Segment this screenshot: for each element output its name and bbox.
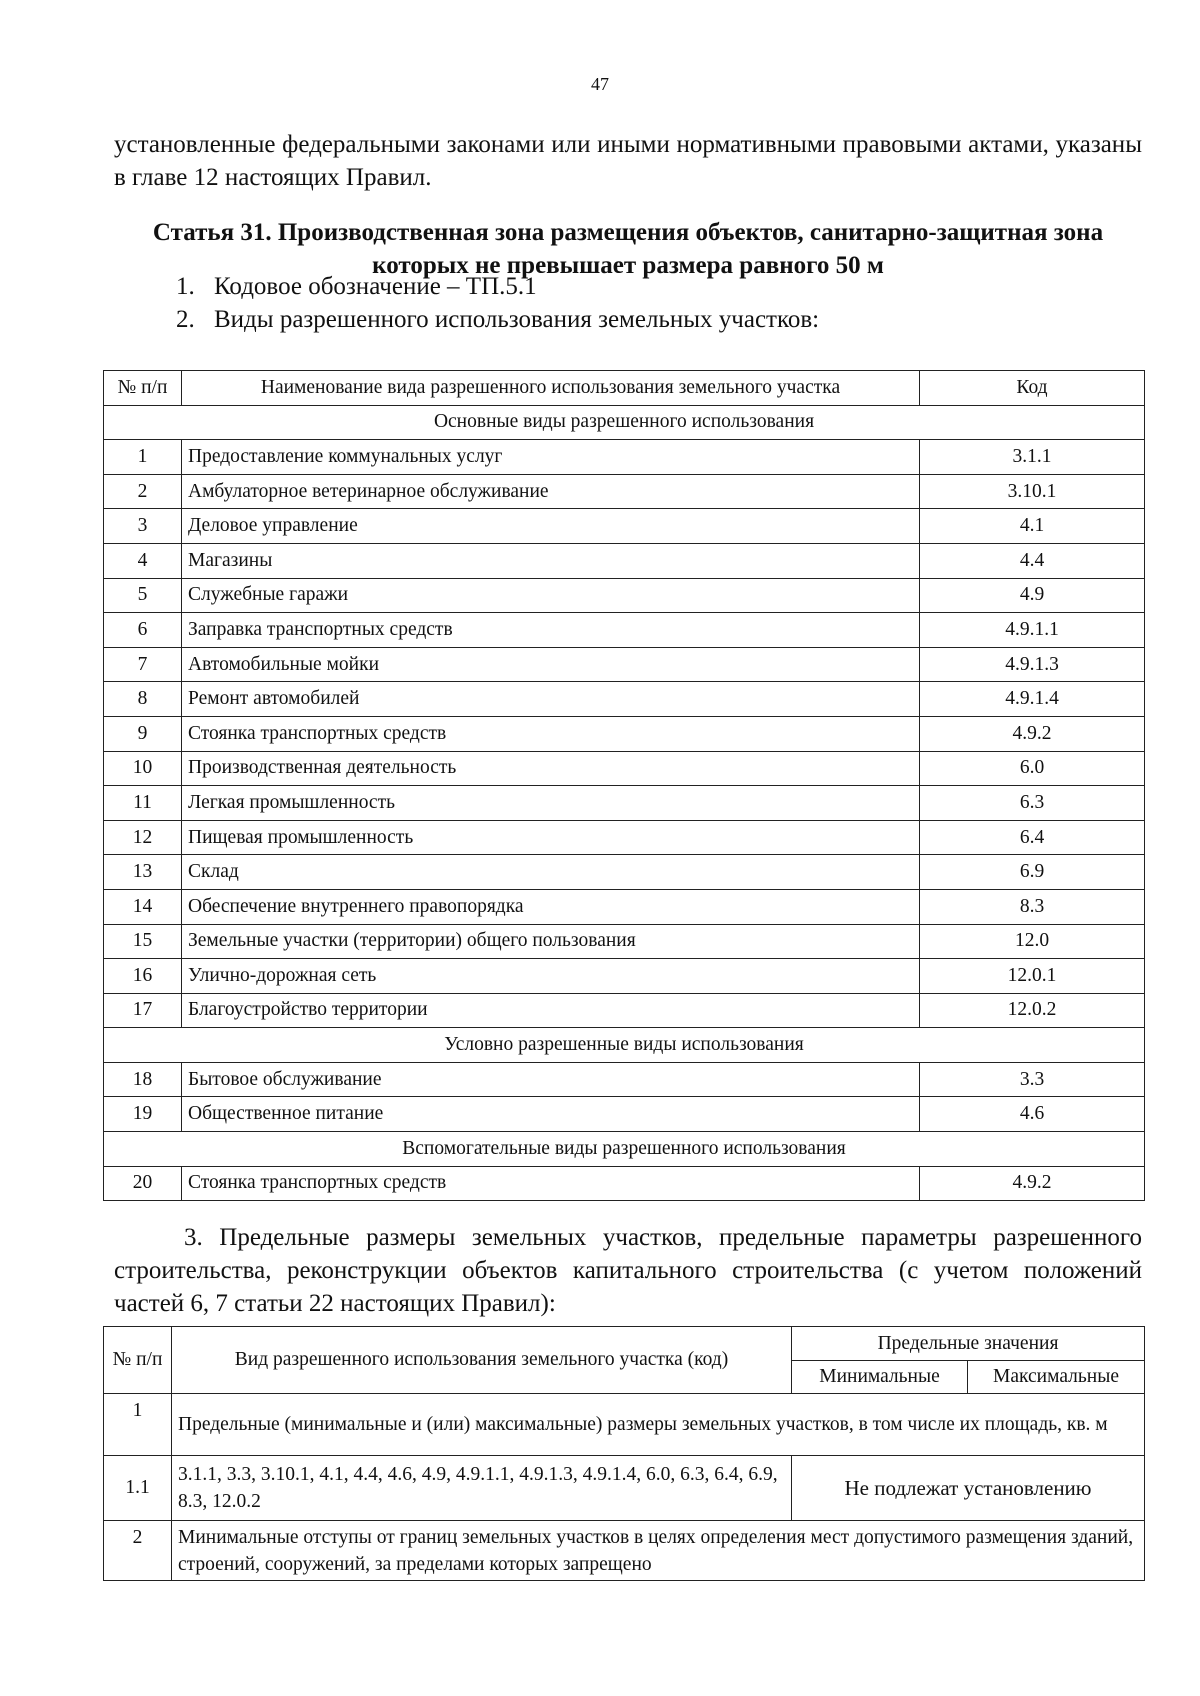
- row-name: Бытовое обслуживание: [182, 1062, 920, 1097]
- table-row: [104, 855, 1145, 890]
- section-title: Основные виды разрешенного использования: [104, 405, 1145, 440]
- row-code: 4.6: [920, 1097, 1145, 1132]
- row-name: Склад: [182, 855, 920, 890]
- row-code: 4.4: [920, 543, 1145, 578]
- header-min: Минимальные: [792, 1361, 968, 1394]
- row-num: 9: [104, 716, 182, 751]
- row-name: Стоянка транспортных средств: [182, 1166, 920, 1201]
- row-name: Благоустройство территории: [182, 993, 920, 1028]
- header-code: Код: [920, 371, 1145, 406]
- table-header-row: [104, 1327, 1145, 1361]
- row-num: 6: [104, 613, 182, 648]
- row-value: Не подлежат установлению: [792, 1456, 1145, 1521]
- table-row: [104, 647, 1145, 682]
- row-name: Земельные участки (территории) общего пользования: [182, 924, 920, 959]
- row-num: 4: [104, 543, 182, 578]
- section-row-main: [104, 405, 1145, 440]
- row-num: 13: [104, 855, 182, 890]
- row-code: 12.0: [920, 924, 1145, 959]
- section-row-conditional: [104, 1028, 1145, 1063]
- row-code: 4.9.2: [920, 1166, 1145, 1201]
- table-row: [104, 613, 1145, 648]
- header-num: № п/п: [104, 1327, 172, 1394]
- row-name: Производственная деятельность: [182, 751, 920, 786]
- table-row: [104, 786, 1145, 821]
- row-code: 4.9.1.4: [920, 682, 1145, 717]
- table-row: [104, 1394, 1145, 1456]
- table-row: [104, 924, 1145, 959]
- row-num: 10: [104, 751, 182, 786]
- list-item-uses: [176, 305, 819, 335]
- row-name: Пищевая промышленность: [182, 820, 920, 855]
- row-num: 1: [104, 1394, 172, 1456]
- section-title: Условно разрешенные виды использования: [104, 1028, 1145, 1063]
- table-row: [104, 1097, 1145, 1132]
- row-code: 4.9.2: [920, 716, 1145, 751]
- row-name: Ремонт автомобилей: [182, 682, 920, 717]
- list-item-code: [176, 272, 537, 302]
- table-row: [104, 682, 1145, 717]
- row-num: 1: [104, 440, 182, 475]
- row-num: 12: [104, 820, 182, 855]
- table-row: [104, 1456, 1145, 1521]
- row-code: 12.0.1: [920, 959, 1145, 994]
- header-type: Вид разрешенного использования земельного участка (код): [172, 1327, 792, 1394]
- row-name: Легкая промышленность: [182, 786, 920, 821]
- row-num: 2: [104, 474, 182, 509]
- section-title: Вспомогательные виды разрешенного использования: [104, 1132, 1145, 1167]
- row-num: 15: [104, 924, 182, 959]
- row-num: 18: [104, 1062, 182, 1097]
- row-num: 16: [104, 959, 182, 994]
- table-header-row: [104, 371, 1145, 406]
- table-row: [104, 959, 1145, 994]
- row-code: 6.3: [920, 786, 1145, 821]
- row-num: 7: [104, 647, 182, 682]
- row-name: Улично-дорожная сеть: [182, 959, 920, 994]
- table-row: [104, 1521, 1145, 1581]
- table-row: [104, 889, 1145, 924]
- row-name: Служебные гаражи: [182, 578, 920, 613]
- row-code: 4.9.1.1: [920, 613, 1145, 648]
- header-max: Максимальные: [968, 1361, 1145, 1394]
- row-code: 8.3: [920, 889, 1145, 924]
- row-num: 20: [104, 1166, 182, 1201]
- row-name: Обеспечение внутреннего правопорядка: [182, 889, 920, 924]
- row-name: Заправка транспортных средств: [182, 613, 920, 648]
- row-num: 1.1: [104, 1456, 172, 1521]
- row-name: Магазины: [182, 543, 920, 578]
- list-item-text: Виды разрешенного использования земельных участков:: [214, 306, 820, 333]
- row-num: 8: [104, 682, 182, 717]
- table-row: [104, 716, 1145, 751]
- row-num: 3: [104, 509, 182, 544]
- row-num: 17: [104, 993, 182, 1028]
- row-name: Предоставление коммунальных услуг: [182, 440, 920, 475]
- row-code: 6.4: [920, 820, 1145, 855]
- table-row: [104, 440, 1145, 475]
- row-name: Общественное питание: [182, 1097, 920, 1132]
- row-code: 4.1: [920, 509, 1145, 544]
- limits-table: [103, 1326, 1145, 1581]
- row-codes: 3.1.1, 3.3, 3.10.1, 4.1, 4.4, 4.6, 4.9, 4.9.1.1, 4.9.1.3, 4.9.1.4, 6.0, 6.3, 6.4, 6.9, 8.3, 12.0.2: [172, 1456, 792, 1521]
- row-code: 12.0.2: [920, 993, 1145, 1028]
- list-item-number: 2.: [176, 306, 195, 333]
- row-code: 4.9: [920, 578, 1145, 613]
- row-name: Амбулаторное ветеринарное обслуживание: [182, 474, 920, 509]
- row-text: Предельные (минимальные и (или) максимальные) размеры земельных участков, в том числе их площадь, кв. м: [172, 1394, 1145, 1456]
- table-row: [104, 751, 1145, 786]
- article-title: Статья 31. Производственная зона размещения объектов, санитарно-защитная зона которых не превышает размера равного 50 м: [152, 219, 1104, 279]
- page-number: 47: [591, 74, 609, 94]
- list-item-number: 1.: [176, 273, 195, 300]
- table-row: [104, 1166, 1145, 1201]
- row-num: 2: [104, 1521, 172, 1581]
- row-num: 11: [104, 786, 182, 821]
- row-code: 3.3: [920, 1062, 1145, 1097]
- row-code: 4.9.1.3: [920, 647, 1145, 682]
- table-row: [104, 993, 1145, 1028]
- row-text: Минимальные отступы от границ земельных участков в целях определения мест допустимого размещения зданий, строений, сооружений, за пределами которых запрещено: [172, 1521, 1145, 1581]
- row-code: 3.10.1: [920, 474, 1145, 509]
- row-code: 6.0: [920, 751, 1145, 786]
- section-row-auxiliary: [104, 1132, 1145, 1167]
- table-row: [104, 543, 1145, 578]
- row-name: Деловое управление: [182, 509, 920, 544]
- header-limits: Предельные значения: [792, 1327, 1145, 1361]
- header-num: № п/п: [104, 371, 182, 406]
- intro-paragraph: установленные федеральными законами или иными нормативными правовыми актами, указаны в главе 12 настоящих Правил.: [114, 131, 1142, 191]
- permitted-uses-table: [103, 370, 1145, 1201]
- paragraph-3: 3. Предельные размеры земельных участков, предельные параметры разрешенного строительства, реконструкции объектов капитального строительства (с учетом положений частей 6, 7 статьи 22 настоящих Правил):: [114, 1224, 1142, 1317]
- row-name: Стоянка транспортных средств: [182, 716, 920, 751]
- table-row: [104, 1062, 1145, 1097]
- row-code: 3.1.1: [920, 440, 1145, 475]
- row-num: 5: [104, 578, 182, 613]
- row-code: 6.9: [920, 855, 1145, 890]
- table-row: [104, 474, 1145, 509]
- row-num: 14: [104, 889, 182, 924]
- list-item-text: Кодовое обозначение – ТП.5.1: [214, 273, 537, 300]
- row-num: 19: [104, 1097, 182, 1132]
- table-row: [104, 578, 1145, 613]
- table-row: [104, 509, 1145, 544]
- row-name: Автомобильные мойки: [182, 647, 920, 682]
- header-name: Наименование вида разрешенного использования земельного участка: [182, 371, 920, 406]
- table-row: [104, 820, 1145, 855]
